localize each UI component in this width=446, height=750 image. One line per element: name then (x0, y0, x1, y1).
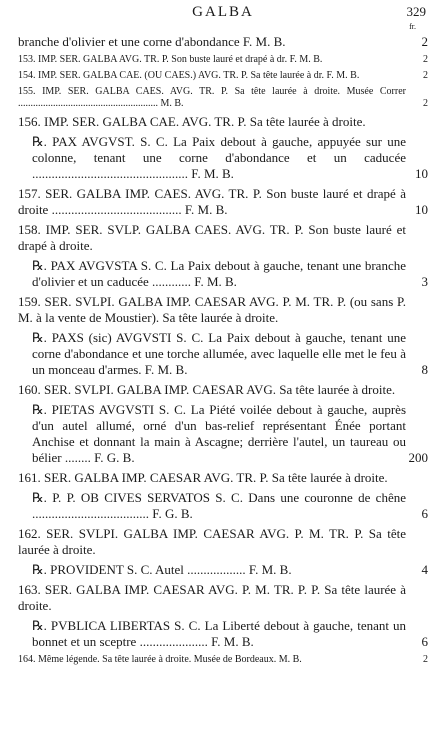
catalogue-entries (18, 34, 428, 670)
coin-entry (18, 654, 428, 666)
entry-value: 2 (421, 34, 428, 49)
reverse-description (18, 618, 428, 650)
page-number: 329 (406, 4, 426, 19)
entry-text: ℞. PVBLICA LIBERTAS S. C. La Liberté debout à gauche, tenant un bonnet et un sceptre ..................... F. M. B. (32, 618, 406, 649)
entry-text: ℞. PAX AVGVSTA S. C. La Paix debout à gauche, tenant une branche d'olivier et un caducée ............ F. M. B. (32, 258, 406, 289)
running-title: GALBA (192, 4, 254, 20)
coin-entry (18, 526, 428, 558)
reverse-description (18, 258, 428, 290)
reverse-description (18, 562, 428, 578)
entry-value: 10 (415, 166, 428, 181)
entry-value: 2 (423, 654, 428, 665)
entry-text: 161. SER. GALBA IMP. CAESAR AVG. TR. P. Sa tête laurée à droite. (18, 470, 388, 485)
entry-text: 160. SER. SVLPI. GALBA IMP. CAESAR AVG. Sa tête laurée à droite. (18, 382, 396, 397)
coin-entry (18, 86, 428, 110)
entry-text: ℞. P. P. OB CIVES SERVATOS S. C. Dans une couronne de chêne .................................... F. G. B. (32, 490, 406, 521)
entry-text: 153. IMP. SER. GALBA AVG. TR. P. Son buste lauré et drapé à dr. F. M. B. (18, 54, 323, 65)
entry-text: 162. SER. SVLPI. GALBA IMP. CAESAR AVG. P. M. TR. P. Sa tête laurée à droite. (18, 526, 406, 557)
entry-value: 2 (423, 70, 428, 81)
entry-value: 6 (421, 506, 428, 521)
coin-entry (18, 186, 428, 218)
entry-text: 163. SER. GALBA IMP. CAESAR AVG. P. M. TR. P. P. Sa tête laurée à droite. (18, 582, 406, 613)
entry-text: 157. SER. GALBA IMP. CAES. AVG. TR. P. Son buste lauré et drapé à droite ........................................ F. M. B. (18, 186, 406, 217)
entry-text: ℞. PIETAS AVGVSTI S. C. La Piété voilée debout à gauche, auprès d'un autel allumé, orné d'un bas-relief représentant Énée portant Anchise et donnant la main à Ascagne; derrière l'autel, un taureau ou bélier ........ F. G. B. (32, 402, 406, 465)
coin-entry (18, 222, 428, 254)
reverse-description (18, 330, 428, 378)
value-column-label: fr. (409, 22, 416, 31)
entry-text: ℞. PROVIDENT S. C. Autel .................. F. M. B. (32, 562, 292, 577)
entry-text: 159. SER. SVLPI. GALBA IMP. CAESAR AVG. P. M. TR. P. (ou sans P. M. à la vente de Moustier). Sa tête laurée à droite. (18, 294, 406, 325)
entry-value: 10 (415, 202, 428, 217)
coin-entry (18, 114, 428, 130)
entry-text: 158. IMP. SER. SVLP. GALBA CAES. AVG. TR. P. Son buste lauré et drapé à droite. (18, 222, 406, 253)
entry-value: 2 (423, 54, 428, 65)
entry-text: 154. IMP. SER. GALBA CAE. (OU CAES.) AVG. TR. P. Sa tête laurée à dr. F. M. B. (18, 70, 360, 81)
entry-value: 4 (421, 562, 428, 577)
entry-value: 8 (421, 362, 428, 377)
entry-value: 3 (421, 274, 428, 289)
coin-entry (18, 470, 428, 486)
reverse-description (18, 134, 428, 182)
coin-entry (18, 382, 428, 398)
entry-value: 6 (421, 634, 428, 649)
reverse-description (18, 490, 428, 522)
coin-entry (18, 294, 428, 326)
coin-entry (18, 70, 428, 82)
coin-entry (18, 34, 428, 50)
entry-text: 155. IMP. SER. GALBA CAES. AVG. TR. P. Sa tête laurée à droite. Musée Correr ........................................................ M. B. (18, 86, 406, 109)
entry-text: branche d'olivier et une corne d'abondance F. M. B. (18, 34, 286, 49)
coin-entry (18, 582, 428, 614)
entry-value: 200 (408, 450, 428, 465)
coin-entry (18, 54, 428, 66)
entry-text: ℞. PAX AVGVST. S. C. La Paix debout à gauche, appuyée sur une colonne, tenant une corne d'abondance et un caducée ................................................ F. M. B. (32, 134, 406, 181)
entry-text: ℞. PAXS (sic) AVGVSTI S. C. La Paix debout à gauche, tenant une corne d'abondance et une torche allumée, avec laquelle elle met le feu à un monceau d'armes. F. M. B. (32, 330, 406, 377)
reverse-description (18, 402, 428, 466)
entry-value: 2 (423, 98, 428, 109)
entry-text: 156. IMP. SER. GALBA CAE. AVG. TR. P. Sa tête laurée à droite. (18, 114, 366, 129)
entry-text: 164. Même légende. Sa tête laurée à droite. Musée de Bordeaux. M. B. (18, 654, 302, 665)
